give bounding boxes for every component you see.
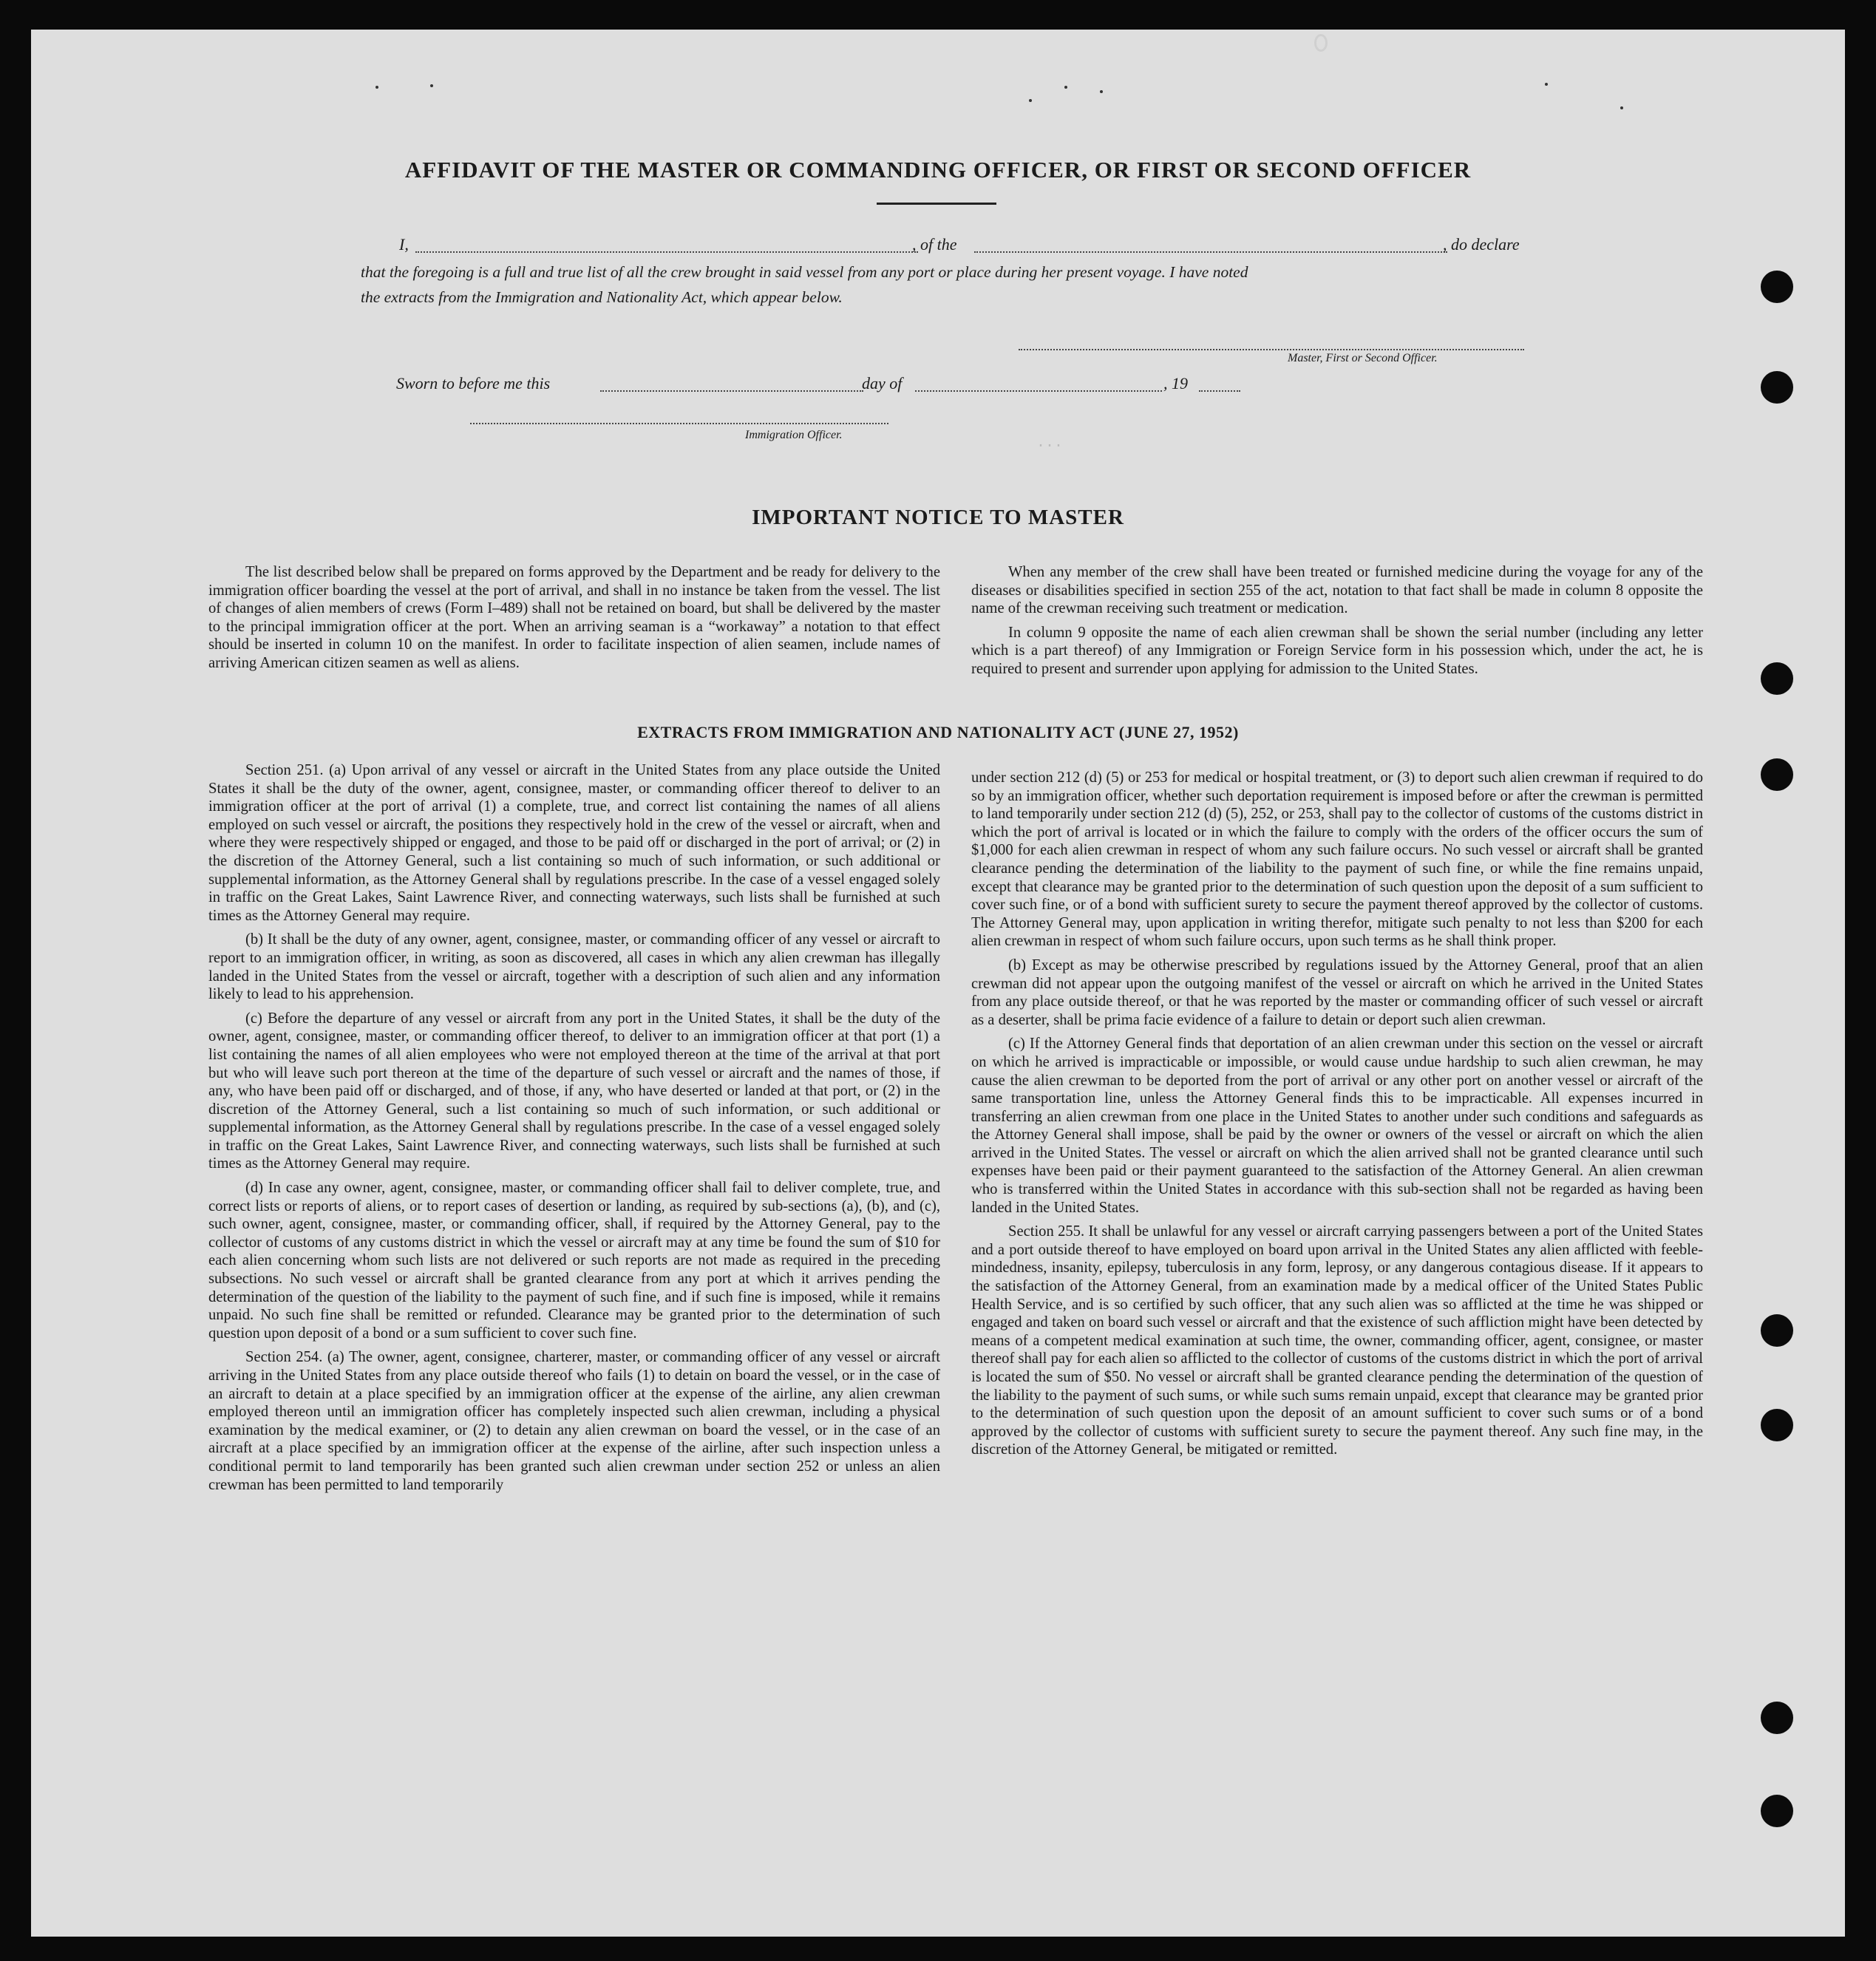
affidavit-title: AFFIDAVIT OF THE MASTER OR COMMANDING OFFICER, OR FIRST OR SECOND OFFICER bbox=[404, 157, 1472, 183]
immigration-officer-signature-line[interactable] bbox=[470, 423, 888, 424]
binder-hole-icon bbox=[1761, 758, 1793, 791]
extracts-left-column bbox=[208, 761, 940, 1500]
statute-paragraph: (b) Except as may be otherwise prescribed by regulations issued by the Attorney General, proof that an alien crewman did not appear upon the outgoing manifest of the vessel or aircraft on which he arrived in the United States from any place outside thereof, or that he was reported by the master or commanding officer of such vessel or aircraft as a deserter, shall be prima facie evidence of a failure to detain or deport such alien crewman. bbox=[971, 956, 1703, 1028]
scan-speck bbox=[1064, 86, 1067, 89]
sworn-year-blank[interactable] bbox=[1199, 390, 1240, 392]
day-of-label: day of bbox=[862, 374, 903, 392]
sworn-label: Sworn to before me this bbox=[396, 374, 551, 392]
binder-hole-icon bbox=[1761, 1702, 1793, 1734]
statute-paragraph: (c) If the Attorney General finds that deportation of an alien crewman under this section on the vessel or aircraft on which he arrived is impracticable or impossible, or would cause undue hardship to such alien crewman, he may cause the alien crewman to be deported from the port of arrival or any other port on another vessel or aircraft of the same transportation line, unless the Attorney General finds this to be impracticable. All expenses incurred in transferring an alien crewman from one place in the United States to another under such conditions and safeguards as the Attorney General shall impose, shall be paid by the owner or owners of the vessel or aircraft on which the alien arrived in the United States. The vessel or aircraft on which the alien arrived shall not be granted clearance until such expenses have been paid or their payment guaranteed to the satisfaction of the Attorney General. An alien crewman who is transferred within the United States in accordance with this sub-section shall not be regarded as having been landed in the United States. bbox=[971, 1036, 1703, 1216]
master-caption: Master, First or Second Officer. bbox=[1288, 352, 1438, 364]
scan-speck bbox=[375, 86, 378, 89]
extracts-right-column bbox=[971, 769, 1703, 1465]
statute-paragraph: (b) It shall be the duty of any owner, agent, consignee, master, or commanding officer of any vessel or aircraft to report to an immigration officer, in writing, as soon as discovered, all cases in which any alien crewman has illegally landed in the United States from the vessel or aircraft, together with a description of such alien and any information likely to lead to his apprehension. bbox=[208, 931, 940, 1003]
of-the-label: , of the bbox=[912, 235, 957, 254]
master-signature-line[interactable] bbox=[1019, 349, 1524, 350]
binder-hole-icon bbox=[1761, 1795, 1793, 1827]
scan-speck bbox=[1029, 99, 1032, 102]
statute-paragraph: (d) In case any owner, agent, consignee, master, or commanding officer shall fail to deliver complete, true, and correct lists or reports of aliens, or to report cases of desertion or landing, as required by sub-sections (a), (b), and (c), such owner, agent, consignee, master, or commanding officer, shall, if required by the Attorney General, pay to the collector of customs of any customs district in which the vessel or aircraft may at any time be found the sum of $10 for each alien concerning whom such lists are not delivered or such reports are not made as required in the preceding subsections. No such vessel or aircraft shall be granted clearance from any port at which it arrives pending the determination of the question of the liability to the payment of such fine, and if such fine is imposed, while it remains unpaid. No such fine shall be remitted or refunded. Clearance may be granted prior to the determination of such question upon deposit of a bond or a sum sufficient to cover such fine. bbox=[208, 1180, 940, 1342]
notice-left-column bbox=[208, 563, 940, 679]
statute-paragraph: Section 251. (a) Upon arrival of any vessel or aircraft in the United States from any place outside the United States it shall be the duty of the owner, agent, consignee, master, or commanding officer thereof to deliver to an immigration officer at the port of arrival (1) a complete, true, and correct list containing the names of all aliens employed on such vessel or aircraft, the positions they respectively hold in the crew of the vessel or aircraft, when and where they were respectively shipped or engaged, and those to be paid off or discharged in the port of arrival; or (2) in the discretion of the Attorney General, such a list containing so much of such information, or such additional or supplemental information, as the Attorney General shall by regulations prescribe. In the case of a vessel engaged solely in traffic on the Great Lakes, Saint Lawrence River, and connecting waterways, such lists shall be furnished at such times as the Attorney General may require. bbox=[208, 762, 940, 924]
notice-paragraph: When any member of the crew shall have been treated or furnished medicine during the voyage for any of the diseases or disabilities specified in section 255 of the act, notation to that fact shall be made in column 8 opposite the name of the crewman receiving such treatment or medication. bbox=[971, 564, 1703, 617]
bleed-through-mark: ... bbox=[1036, 435, 1064, 452]
scan-speck bbox=[430, 84, 433, 87]
statute-paragraph: under section 212 (d) (5) or 253 for medical or hospital treatment, or (3) to deport such alien crewman if required to do so by an immigration officer, whether such deportation requirement is imposed before or after the crewman is permitted to land temporarily under section 212 (d) (5), 252, or 253, shall pay to the collector of customs of the customs district in which the port of arrival is located or in which the failure to comply with the orders of the officer occurs the sum of $1,000 for each alien crewman in respect of whom any such failure occurs. No such vessel or aircraft shall be granted clearance pending the determination of the liability to the payment of such fine, or while the fine remains unpaid, except that clearance may be granted prior to the determination of such question upon the deposit of a sum sufficient to cover such fine, or of a bond with sufficient surety to secure the payment thereof approved by the collector of customs. The Attorney General may, upon application in writing therefor, mitigate such penalty to not less than $200 for each alien crewman in respect of whom such failure occurs, upon such terms as he shall think proper. bbox=[971, 769, 1703, 950]
scan-mark-icon bbox=[1314, 34, 1328, 52]
declare-label: , do declare bbox=[1443, 235, 1520, 254]
binder-hole-icon bbox=[1761, 1314, 1793, 1347]
binder-hole-icon bbox=[1761, 662, 1793, 695]
statute-paragraph: Section 254. (a) The owner, agent, consignee, charterer, master, or commanding officer of any vessel or aircraft arriving in the United States from any place outside thereof who fails (1) to detain on board the vessel, or in the case of an aircraft to detain at a place specified by an immigration officer at the expense of the airline, any alien crewman employed thereon until an immigration officer has completely inspected such alien crewman, including a physical examination by the medical examiner, or (2) to detain any alien crewman on board the vessel, or in the case of an aircraft at a place specified by an immigration officer at the expense of the airline, after such inspection unless a conditional permit to land temporarily has been granted such alien crewman under section 252 or unless an alien crewman has been permitted to land temporarily bbox=[208, 1349, 940, 1493]
title-divider bbox=[877, 203, 996, 205]
binder-hole-icon bbox=[1761, 271, 1793, 303]
declaration-text-1: that the foregoing is a full and true list of all the crew brought in said vessel from any port or place during her present voyage. I have noted bbox=[361, 263, 1248, 281]
binder-hole-icon bbox=[1761, 1409, 1793, 1441]
declaration-text-2: the extracts from the Immigration and Nationality Act, which appear below. bbox=[361, 288, 843, 306]
notice-right-column bbox=[971, 563, 1703, 684]
notice-paragraph: The list described below shall be prepared on forms approved by the Department and be ready for delivery to the immigration officer boarding the vessel at the port of arrival, and shall in no instance be taken from the vessel. The list of changes of alien members of crews (Form I–489) shall not be retained on board, but shall be delivered by the master to the principal immigration officer at the port. When an arriving seaman is a “workaway” a notation to that effect should be inserted in column 10 on the manifest. In order to facilitate inspection of alien seamen, include names of arriving American citizen seamen as well as aliens. bbox=[208, 564, 940, 671]
binder-hole-icon bbox=[1761, 371, 1793, 404]
i-label: I, bbox=[399, 235, 409, 254]
vessel-blank[interactable] bbox=[974, 251, 1447, 253]
scan-speck bbox=[1545, 83, 1548, 86]
scan-speck bbox=[1620, 106, 1623, 109]
extracts-title: EXTRACTS FROM IMMIGRATION AND NATIONALITY ACT (JUNE 27, 1952) bbox=[637, 723, 1239, 741]
sworn-month-blank[interactable] bbox=[915, 390, 1162, 392]
officer-caption: Immigration Officer. bbox=[745, 429, 843, 441]
statute-paragraph: (c) Before the departure of any vessel or aircraft from any port in the United States, it shall be the duty of the owner, agent, consignee, master, or commanding officer thereof, to deliver to an immigration officer at that port (1) a list containing the names of all alien employees who were not employed thereon at the time of the arrival at that port but who will leave such port thereon at the time of the departure of such vessel or aircraft and the names of those, if any, who have been paid off or discharged, and of those, if any, who have deserted or landed at that port, or (2) in the discretion of the Attorney General, such a list containing so much of such information, or such additional or supplemental information, as the Attorney General shall by regulations prescribe. In the case of a vessel engaged solely in traffic on the Great Lakes, Saint Lawrence River, and connecting waterways, such lists shall be furnished at such times as the Attorney General may require. bbox=[208, 1010, 940, 1172]
scan-speck bbox=[1100, 90, 1103, 93]
document-page bbox=[31, 30, 1845, 1937]
notice-paragraph: In column 9 opposite the name of each alien crewman shall be shown the serial number (including any letter which is a part thereof) of any Immigration or Foreign Service form in his possession which, under the act, he is required to present and surrender upon applying for admission to the United States. bbox=[971, 624, 1703, 677]
notice-title: IMPORTANT NOTICE TO MASTER bbox=[752, 506, 1124, 529]
statute-paragraph: Section 255. It shall be unlawful for any vessel or aircraft carrying passengers between a port of the United States and a port outside thereof to have employed on board upon arrival in the United States any alien afflicted with feeble-mindedness, insanity, epilepsy, tuberculosis in any form, leprosy, or any dangerous contagious disease. If it appears to the satisfaction of the Attorney General, from an examination made by a medical officer of the United States Public Health Service, and is so certified by such officer, that any such alien was so afflicted at the time he was shipped or engaged and taken on board such vessel or aircraft and that the existence of such affliction might have been detected by means of a competent medical examination at such time, the owner, commanding officer, agent, consignee, or master thereof shall pay for each alien so afflicted to the collector of customs of the customs district in which the port of arrival is located the sum of $50. No vessel or aircraft shall be granted clearance pending the determination of the question of the liability to the payment of such sums, or while such sums remain unpaid, except that clearance may be granted prior to the determination of such question upon the deposit of an amount sufficient to cover such sums or of a bond approved by the collector of customs with sufficient surety to secure the payment thereof. Any such fine may, in the discretion of the Attorney General, be mitigated or remitted. bbox=[971, 1223, 1703, 1458]
year-label: , 19 bbox=[1163, 374, 1188, 392]
name-blank[interactable] bbox=[415, 251, 918, 253]
sworn-day-blank[interactable] bbox=[600, 390, 863, 392]
